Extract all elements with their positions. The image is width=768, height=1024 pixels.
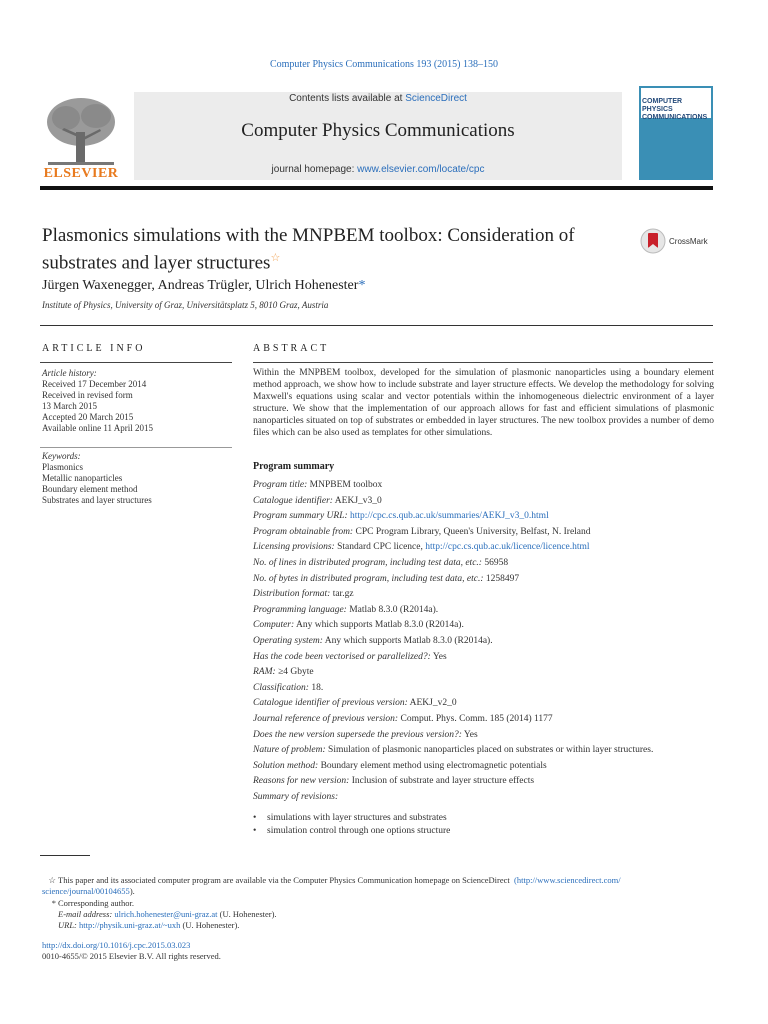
summary-label: Catalogue identifier: (253, 495, 333, 506)
summary-label: Programming language: (253, 604, 347, 615)
history-item: Received in revised form (42, 390, 133, 400)
copyright: 0010-4655/© 2015 Elsevier B.V. All rights reserved. (42, 951, 221, 961)
article-info-rule (40, 362, 232, 363)
footnote-star (42, 875, 717, 897)
summary-link[interactable]: http://cpc.cs.qub.ac.uk/summaries/AEKJ_v3_0.html (350, 511, 549, 522)
summary-value: Simulation of plasmonic nanoparticles placed on substrates or within layer structures. (325, 745, 654, 756)
keywords (42, 451, 232, 506)
keyword-item: Metallic nanoparticles (42, 473, 123, 483)
revision-bullets (253, 812, 450, 838)
title-line-1: Plasmonics simulations with the MNPBEM toolbox: Consideration of (42, 225, 575, 246)
corresponding-author-star[interactable]: * (358, 278, 366, 293)
summary-row (253, 790, 715, 806)
footnote-corr-text: Corresponding author. (58, 898, 135, 908)
crossmark-icon[interactable] (640, 228, 666, 254)
summary-label: Distribution format: (253, 589, 331, 600)
bullet-item (253, 825, 450, 838)
summary-value: 18. (308, 682, 324, 693)
summary-value: Boundary element method using electromagnetic potentials (318, 760, 547, 771)
summary-label: Program summary URL: (253, 511, 348, 522)
summary-value: Any which supports Matlab 8.3.0 (R2014a). (294, 620, 464, 631)
summary-value: Inclusion of substrate and layer structure effects (349, 776, 535, 787)
header-divider (40, 186, 713, 190)
footnote-star-text: This paper and its associated computer program are available via the Computer Physics Communication homepage on ScienceDirect (58, 875, 510, 885)
history-item: Received 17 December 2014 (42, 379, 147, 389)
homepage-prefix: journal homepage: (271, 164, 358, 175)
contents-line (134, 93, 622, 104)
bullet-text: simulations with layer structures and substrates (267, 813, 447, 823)
affiliation: Institute of Physics, University of Graz, Universitätsplatz 5, 8010 Graz, Austria (42, 300, 329, 310)
summary-value: Standard CPC licence, (334, 542, 426, 553)
abstract-heading: ABSTRACT (253, 343, 330, 354)
email-suffix: (U. Hohenester). (217, 909, 277, 919)
bullet-text: simulation control through one options structure (267, 826, 451, 836)
summary-row (253, 494, 715, 510)
summary-label: Does the new version supersede the previous version?: (253, 729, 462, 740)
authors (42, 278, 365, 294)
footnote-star-end: ). (129, 886, 135, 896)
doi-block (42, 940, 717, 962)
summary-label: Nature of problem: (253, 745, 326, 756)
summary-value: 56958 (481, 557, 509, 568)
footnote-star-link-2[interactable]: science/journal/00104655 (42, 886, 130, 896)
footnote-star-mark: ☆ (48, 875, 56, 885)
homepage-line (134, 164, 622, 175)
journal-reference[interactable]: Computer Physics Communications 193 (2015) 138–150 (269, 59, 499, 70)
article-info-heading: ARTICLE INFO (42, 343, 146, 354)
summary-row (253, 525, 715, 541)
summary-row (253, 587, 715, 603)
history-label: Article history: (42, 368, 97, 378)
bullet-item (253, 812, 450, 825)
abstract-text: Within the MNPBEM toolbox, developed for the simulation of plasmonic nanoparticles using a boundary element method approach, we show how to include substrate and layer structure effects. We develop the methodology for solving Maxwell's equations using scalar and vector potentials within the inhomogeneous dielectric environment of a layer structure. We show that the implementation of our approach allows for fast and efficient simulations of plasmonic nanoparticles situated on top of substrates or embedded in layer structures. The new toolbox provides a number of demo files which can be also used as templates for other simulations. (253, 368, 714, 438)
program-summary-heading: Program summary (253, 461, 335, 472)
summary-label: Program title: (253, 480, 308, 490)
footnote-star-link-1[interactable]: (http://www.sciencedirect.com/ (514, 875, 621, 885)
summary-value: tar.gz (330, 589, 354, 600)
summary-label: Computer: (253, 620, 295, 631)
summary-value: CPC Program Library, Queen's University, Belfast, N. Ireland (353, 526, 591, 537)
keyword-item: Substrates and layer structures (42, 495, 152, 505)
journal-title: Computer Physics Communications (241, 120, 515, 141)
summary-row (253, 603, 715, 619)
summary-row (253, 743, 715, 759)
summary-value: MNPBEM toolbox (307, 480, 383, 490)
cover-text-line-2: COMMUNICATIONS (642, 114, 708, 121)
summary-row (253, 556, 715, 572)
article-history (42, 368, 232, 434)
summary-row (253, 696, 715, 712)
homepage-link[interactable]: www.elsevier.com/locate/cpc (357, 164, 485, 175)
article-title (42, 224, 622, 274)
contents-prefix: Contents lists available at (289, 93, 406, 104)
summary-link[interactable]: http://cpc.cs.qub.ac.uk/licence/licence.html (425, 542, 590, 553)
summary-row (253, 634, 715, 650)
summary-row (253, 712, 715, 728)
url-label: URL: (58, 920, 77, 930)
crossmark-label[interactable]: CrossMark (669, 237, 708, 246)
history-item: Available online 11 April 2015 (42, 423, 153, 433)
article-info-subrule (40, 447, 232, 448)
doi-link[interactable]: http://dx.doi.org/10.1016/j.cpc.2015.03.023 (42, 940, 191, 950)
summary-value: Yes (461, 729, 478, 740)
footnote-rule (40, 855, 90, 856)
keyword-item: Plasmonics (42, 462, 84, 472)
summary-label: Summary of revisions: (253, 791, 339, 802)
summary-label: Solution method: (253, 760, 319, 771)
sciencedirect-link[interactable]: ScienceDirect (405, 93, 467, 104)
summary-value: Yes (430, 651, 447, 662)
email-link[interactable]: ulrich.hohenester@uni-graz.at (114, 909, 218, 919)
summary-row (253, 540, 715, 556)
summary-row (253, 681, 715, 697)
summary-value: AEKJ_v2_0 (407, 698, 457, 709)
summary-row (253, 572, 715, 588)
summary-label: Catalogue identifier of previous version: (253, 698, 408, 709)
summary-label: No. of bytes in distributed program, including test data, etc.: (253, 573, 484, 584)
title-line-2: substrates and layer structures (42, 252, 271, 274)
summary-label: RAM: (253, 667, 276, 678)
summary-row (253, 774, 715, 790)
email-label: E-mail address: (58, 909, 113, 919)
url-link[interactable]: http://physik.uni-graz.at/~uxh (79, 920, 181, 930)
summary-value: Comput. Phys. Comm. 185 (2014) 1177 (398, 713, 553, 724)
summary-label: No. of lines in distributed program, including test data, etc.: (253, 557, 482, 568)
summary-label: Program obtainable from: (253, 526, 354, 537)
summary-label: Has the code been vectorised or parallelized?: (253, 651, 431, 662)
title-footnote-star[interactable]: ☆ (270, 252, 281, 264)
summary-row (253, 665, 715, 681)
summary-label: Classification: (253, 682, 309, 693)
keywords-label: Keywords: (42, 451, 81, 461)
summary-label: Reasons for new version: (253, 776, 350, 787)
history-item: 13 March 2015 (42, 401, 97, 411)
footnote-corresponding (42, 898, 717, 931)
history-item: Accepted 20 March 2015 (42, 412, 134, 422)
summary-row (253, 759, 715, 775)
summary-row (253, 618, 715, 634)
program-summary-list (253, 478, 715, 805)
elsevier-wordmark: ELSEVIER (43, 166, 119, 181)
summary-value: AEKJ_v3_0 (332, 495, 382, 506)
summary-value: Any which supports Matlab 8.3.0 (R2014a). (322, 635, 493, 646)
url-suffix: (U. Hohenester). (180, 920, 240, 930)
summary-value: 1258497 (483, 573, 520, 584)
summary-row (253, 509, 715, 525)
summary-label: Journal reference of previous version: (253, 713, 399, 724)
summary-row (253, 478, 715, 494)
title-divider (40, 325, 713, 326)
summary-row (253, 728, 715, 744)
summary-value: ≥4 Gbyte (275, 667, 314, 678)
summary-label: Licensing provisions: (253, 542, 335, 553)
summary-row (253, 650, 715, 666)
bullet-dot-icon: • (253, 826, 257, 836)
journal-cover-text (642, 98, 711, 122)
footnote-corr-mark: * (51, 898, 56, 908)
bullet-dot-icon: • (253, 813, 257, 823)
summary-value: Matlab 8.3.0 (R2014a). (346, 604, 439, 615)
abstract-rule (253, 362, 713, 363)
keyword-item: Boundary element method (42, 484, 138, 494)
author-names: Jürgen Waxenegger, Andreas Trügler, Ulrich Hohenester (42, 278, 359, 293)
summary-label: Operating system: (253, 635, 323, 646)
cover-text-line-1: COMPUTER PHYSICS (642, 98, 683, 113)
